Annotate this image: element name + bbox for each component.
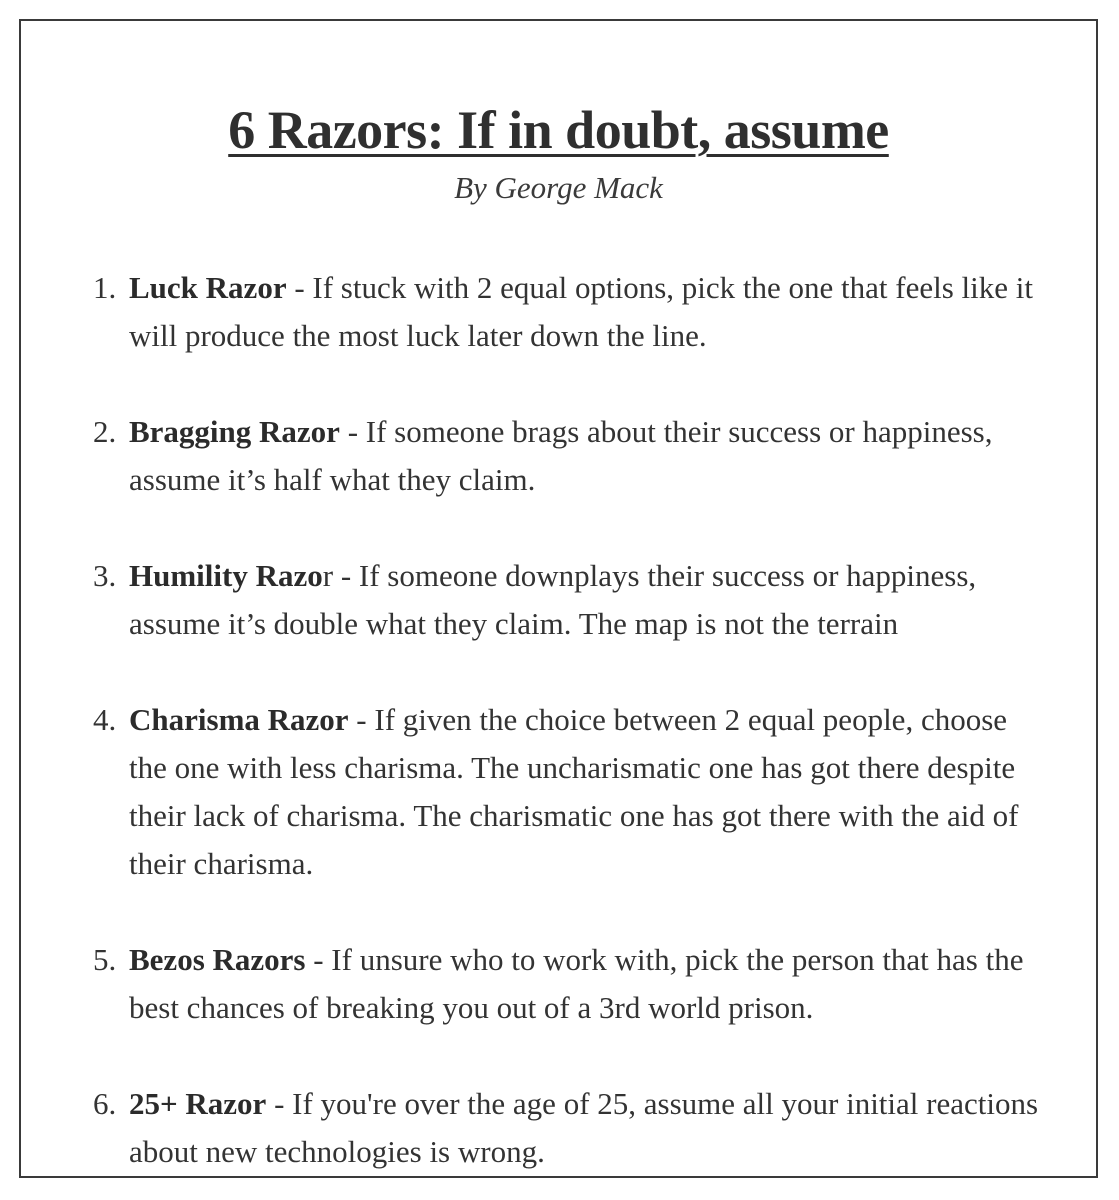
razor-item bbox=[21, 264, 1100, 360]
razor-item bbox=[21, 936, 1100, 1032]
razor-number: 4. bbox=[93, 702, 117, 737]
razor-description: - If someone brags about their success or happiness, assume it’s half what they claim. bbox=[129, 414, 993, 497]
razor-name: Charisma Razor bbox=[129, 702, 349, 737]
razor-description: - If given the choice between 2 equal people, choose the one with less charisma. The uncharismatic one has got there despite their lack of charisma. The charismatic one has got there with the aid of their charisma. bbox=[129, 702, 1019, 881]
razor-number: 1. bbox=[93, 270, 117, 305]
razor-description: - If stuck with 2 equal options, pick the one that feels like it will produce the most luck later down the line. bbox=[129, 270, 1033, 353]
razor-item bbox=[21, 1080, 1100, 1176]
razor-number: 5. bbox=[93, 942, 117, 977]
document-frame bbox=[19, 19, 1098, 1178]
razor-name: 25+ Razor bbox=[129, 1086, 267, 1121]
razor-item bbox=[21, 408, 1100, 504]
document-title bbox=[21, 101, 1096, 160]
razor-number: 2. bbox=[93, 414, 117, 449]
razor-number: 6. bbox=[93, 1086, 117, 1121]
razor-name: Luck Razor bbox=[129, 270, 287, 305]
razor-description: - If you're over the age of 25, assume all your initial reactions about new technologies is wrong. bbox=[129, 1086, 1039, 1169]
razor-list bbox=[21, 264, 1100, 1176]
razor-name: Bragging Razor bbox=[129, 414, 340, 449]
razor-name-tail: r bbox=[322, 558, 334, 593]
razor-name: Humility Razo bbox=[129, 558, 323, 593]
document-title-text: 6 Razors: If in doubt, assume bbox=[228, 100, 889, 160]
razor-description: - If someone downplays their success or happiness, assume it’s double what they claim. The map is not the terrain bbox=[129, 558, 977, 641]
razor-name: Bezos Razors bbox=[129, 942, 306, 977]
document-author: By George Mack bbox=[454, 170, 663, 205]
razor-item bbox=[21, 552, 1100, 648]
razor-item bbox=[21, 696, 1100, 888]
razor-description: - If unsure who to work with, pick the person that has the best chances of breaking you out of a 3rd world prison. bbox=[129, 942, 1024, 1025]
razor-number: 3. bbox=[93, 558, 117, 593]
